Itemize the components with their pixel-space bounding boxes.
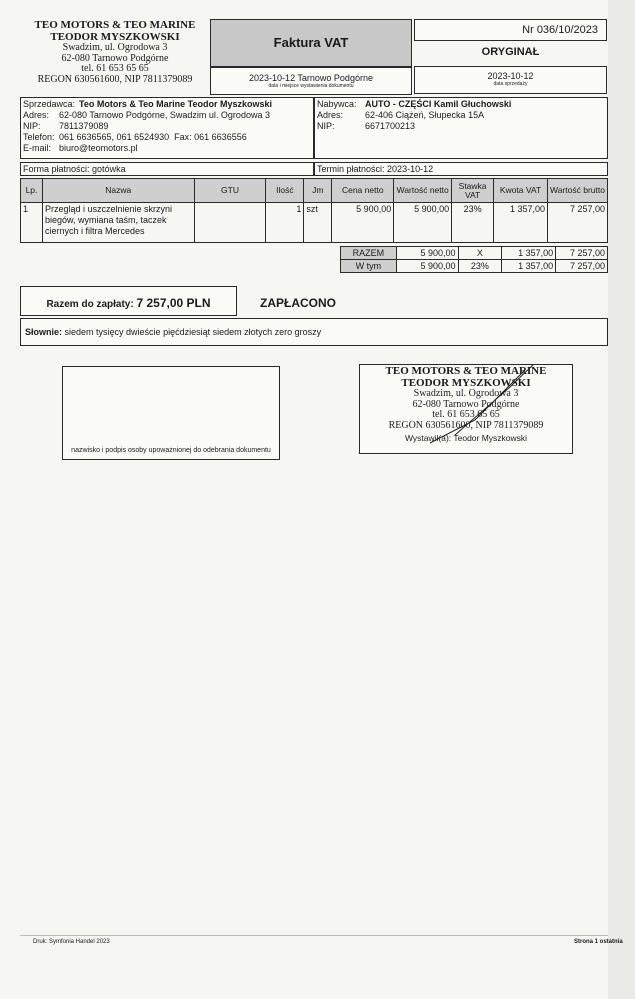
summary-total-rate: X	[458, 247, 502, 260]
row-vat-amount: 1 357,00	[494, 203, 548, 243]
amount-words: siedem tysięcy dwieście pięćdziesiąt siedem złotych zero groszy	[64, 327, 322, 337]
summary-intym-gross: 7 257,00	[556, 260, 608, 273]
issuer-name: Teodor Myszkowski	[453, 433, 528, 444]
row-value-gross: 7 257,00	[548, 203, 608, 243]
page-edge	[608, 0, 635, 999]
seller-box	[20, 97, 314, 159]
issuer-stamp-street: Swadzim, ul. Ogrodowa 3	[413, 388, 519, 400]
seller-address-label: Adres:	[23, 110, 50, 120]
seller-email-label: E-mail:	[23, 143, 52, 153]
payment-form-box	[20, 162, 314, 176]
stamp-phone: tel. 61 653 65 65	[81, 63, 149, 75]
issuer-stamp-owner: TEODOR MYSZKOWSKI	[401, 376, 531, 389]
footer-right: Strona 1 ostatnia	[574, 939, 623, 945]
invoice-number: Nr 036/10/2023	[522, 24, 598, 36]
issuer-label: Wystawił(a):	[404, 433, 452, 444]
header-vat-rate: Stawka VAT	[452, 179, 494, 203]
row-name: Przegląd i uszczelnienie skrzyni biegów, wymiana taśm, taczek ciernych i filtra Mercedes	[42, 203, 194, 243]
sale-date: 2023-10-12	[487, 71, 534, 81]
items-table	[20, 178, 608, 243]
receiver-signature-box	[62, 366, 280, 460]
header-unit: Jm	[304, 179, 332, 203]
footer-left: Druk: Symfonia Handel 2023	[33, 939, 110, 945]
summary-table	[340, 246, 608, 273]
sale-date-box	[414, 66, 607, 94]
receiver-caption: nazwisko i podpis osoby upoważnionej do odebrania dokumentu	[71, 447, 271, 454]
summary-total-row	[341, 247, 608, 260]
issue-date-caption: data i miejsce wystawienia dokumentu	[268, 83, 354, 89]
summary-total-label: RAZEM	[341, 247, 397, 260]
buyer-box	[314, 97, 608, 159]
summary-intym-label: W tym	[341, 260, 397, 273]
invoice-number-box	[414, 19, 607, 41]
row-gtu	[194, 203, 266, 243]
payment-term: 2023-10-12	[387, 164, 434, 174]
header-gtu: GTU	[194, 179, 266, 203]
summary-intym-net: 5 900,00	[396, 260, 458, 273]
original-label: ORYGINAŁ	[481, 46, 540, 58]
issue-place-date: 2023-10-12 Tarnowo Podgórne	[249, 73, 373, 83]
issuer-stamp-phone: tel. 61 653 65 65	[432, 409, 500, 421]
issuer-stamp-city: 62-080 Tarnowo Podgórne	[412, 398, 520, 410]
issue-date-box	[210, 67, 412, 95]
invoice-title-box	[210, 19, 412, 67]
buyer-nip-label: NIP:	[317, 121, 335, 131]
row-qty: 1	[266, 203, 304, 243]
header-value-net: Wartość netto	[394, 179, 452, 203]
row-vat-rate: 23%	[452, 203, 494, 243]
words-label: Słownie:	[25, 327, 63, 337]
buyer-address: 62-406 Ciążeń, Słupecka 15A	[365, 110, 485, 120]
row-lp: 1	[21, 203, 43, 243]
stamp-city: 62-080 Tarnowo Podgórne	[61, 52, 169, 64]
seller-nip: 7811379089	[59, 121, 109, 131]
seller-phone: 061 6636565, 061 6524930	[59, 132, 170, 142]
seller-name: Teo Motors & Teo Marine Teodor Myszkowski	[79, 99, 273, 109]
seller-phone-label: Telefon:	[23, 132, 55, 142]
payment-term-label: Termin płatności:	[317, 164, 385, 174]
buyer-label: Nabywca:	[317, 99, 357, 109]
summary-total-net: 5 900,00	[396, 247, 458, 260]
to-pay-value: 7 257,00 PLN	[136, 296, 211, 310]
header-price-net: Cena netto	[332, 179, 394, 203]
to-pay-box	[20, 286, 237, 316]
header-name: Nazwa	[42, 179, 194, 203]
buyer-address-label: Adres:	[317, 110, 344, 120]
issuer-stamp-company: TEO MOTORS & TEO MARINE	[385, 365, 547, 377]
stamp-company: TEO MOTORS & TEO MARINE	[34, 19, 196, 31]
sale-date-caption: data sprzedaży	[493, 81, 528, 87]
table-header-row	[21, 179, 608, 203]
seller-label: Sprzedawca:	[23, 99, 76, 109]
payment-form-label: Forma płatności:	[23, 164, 90, 174]
payment-form: gotówka	[92, 164, 126, 174]
summary-intym-vat: 1 357,00	[502, 260, 556, 273]
paid-label: ZAPŁACONO	[260, 296, 336, 310]
summary-total-vat: 1 357,00	[502, 247, 556, 260]
header-lp: Lp.	[21, 179, 43, 203]
buyer-name: AUTO - CZĘŚCI Kamil Głuchowski	[365, 99, 512, 109]
footer-rule	[20, 935, 608, 936]
payment-term-box	[314, 162, 608, 176]
summary-intym-row	[341, 260, 608, 273]
summary-intym-rate: 23%	[458, 260, 502, 273]
seller-fax: 061 6636556	[194, 132, 247, 142]
row-unit: szt	[304, 203, 332, 243]
issuer-signature-box	[359, 364, 573, 454]
row-value-net: 5 900,00	[394, 203, 452, 243]
issuer-stamp	[360, 365, 572, 431]
stamp-regon-nip: REGON 630561600, NIP 7811379089	[37, 73, 193, 85]
seller-address: 62-080 Tarnowo Podgórne, Swadzim ul. Ogrodowa 3	[59, 110, 270, 120]
seller-nip-label: NIP:	[23, 121, 41, 131]
buyer-nip: 6671700213	[365, 121, 416, 131]
issuer-line	[360, 433, 572, 443]
invoice-title: Faktura VAT	[273, 35, 349, 50]
to-pay-label: Razem do zapłaty:	[46, 299, 134, 310]
issuer-stamp-regon: REGON 630561600, NIP 7811379089	[388, 419, 544, 431]
stamp-street: Swadzim, ul. Ogrodowa 3	[62, 42, 168, 54]
header-value-gross: Wartość brutto	[548, 179, 608, 203]
seller-stamp	[20, 19, 210, 85]
header-vat-amount: Kwota VAT	[494, 179, 548, 203]
row-price-net: 5 900,00	[332, 203, 394, 243]
seller-fax-label: Fax:	[174, 132, 192, 142]
stamp-owner: TEODOR MYSZKOWSKI	[50, 30, 180, 43]
seller-stamp-box	[20, 19, 210, 95]
summary-total-gross: 7 257,00	[556, 247, 608, 260]
amount-words-box	[20, 318, 608, 346]
table-row	[21, 203, 608, 243]
header-qty: Ilość	[266, 179, 304, 203]
seller-email: biuro@teomotors.pl	[59, 143, 138, 153]
